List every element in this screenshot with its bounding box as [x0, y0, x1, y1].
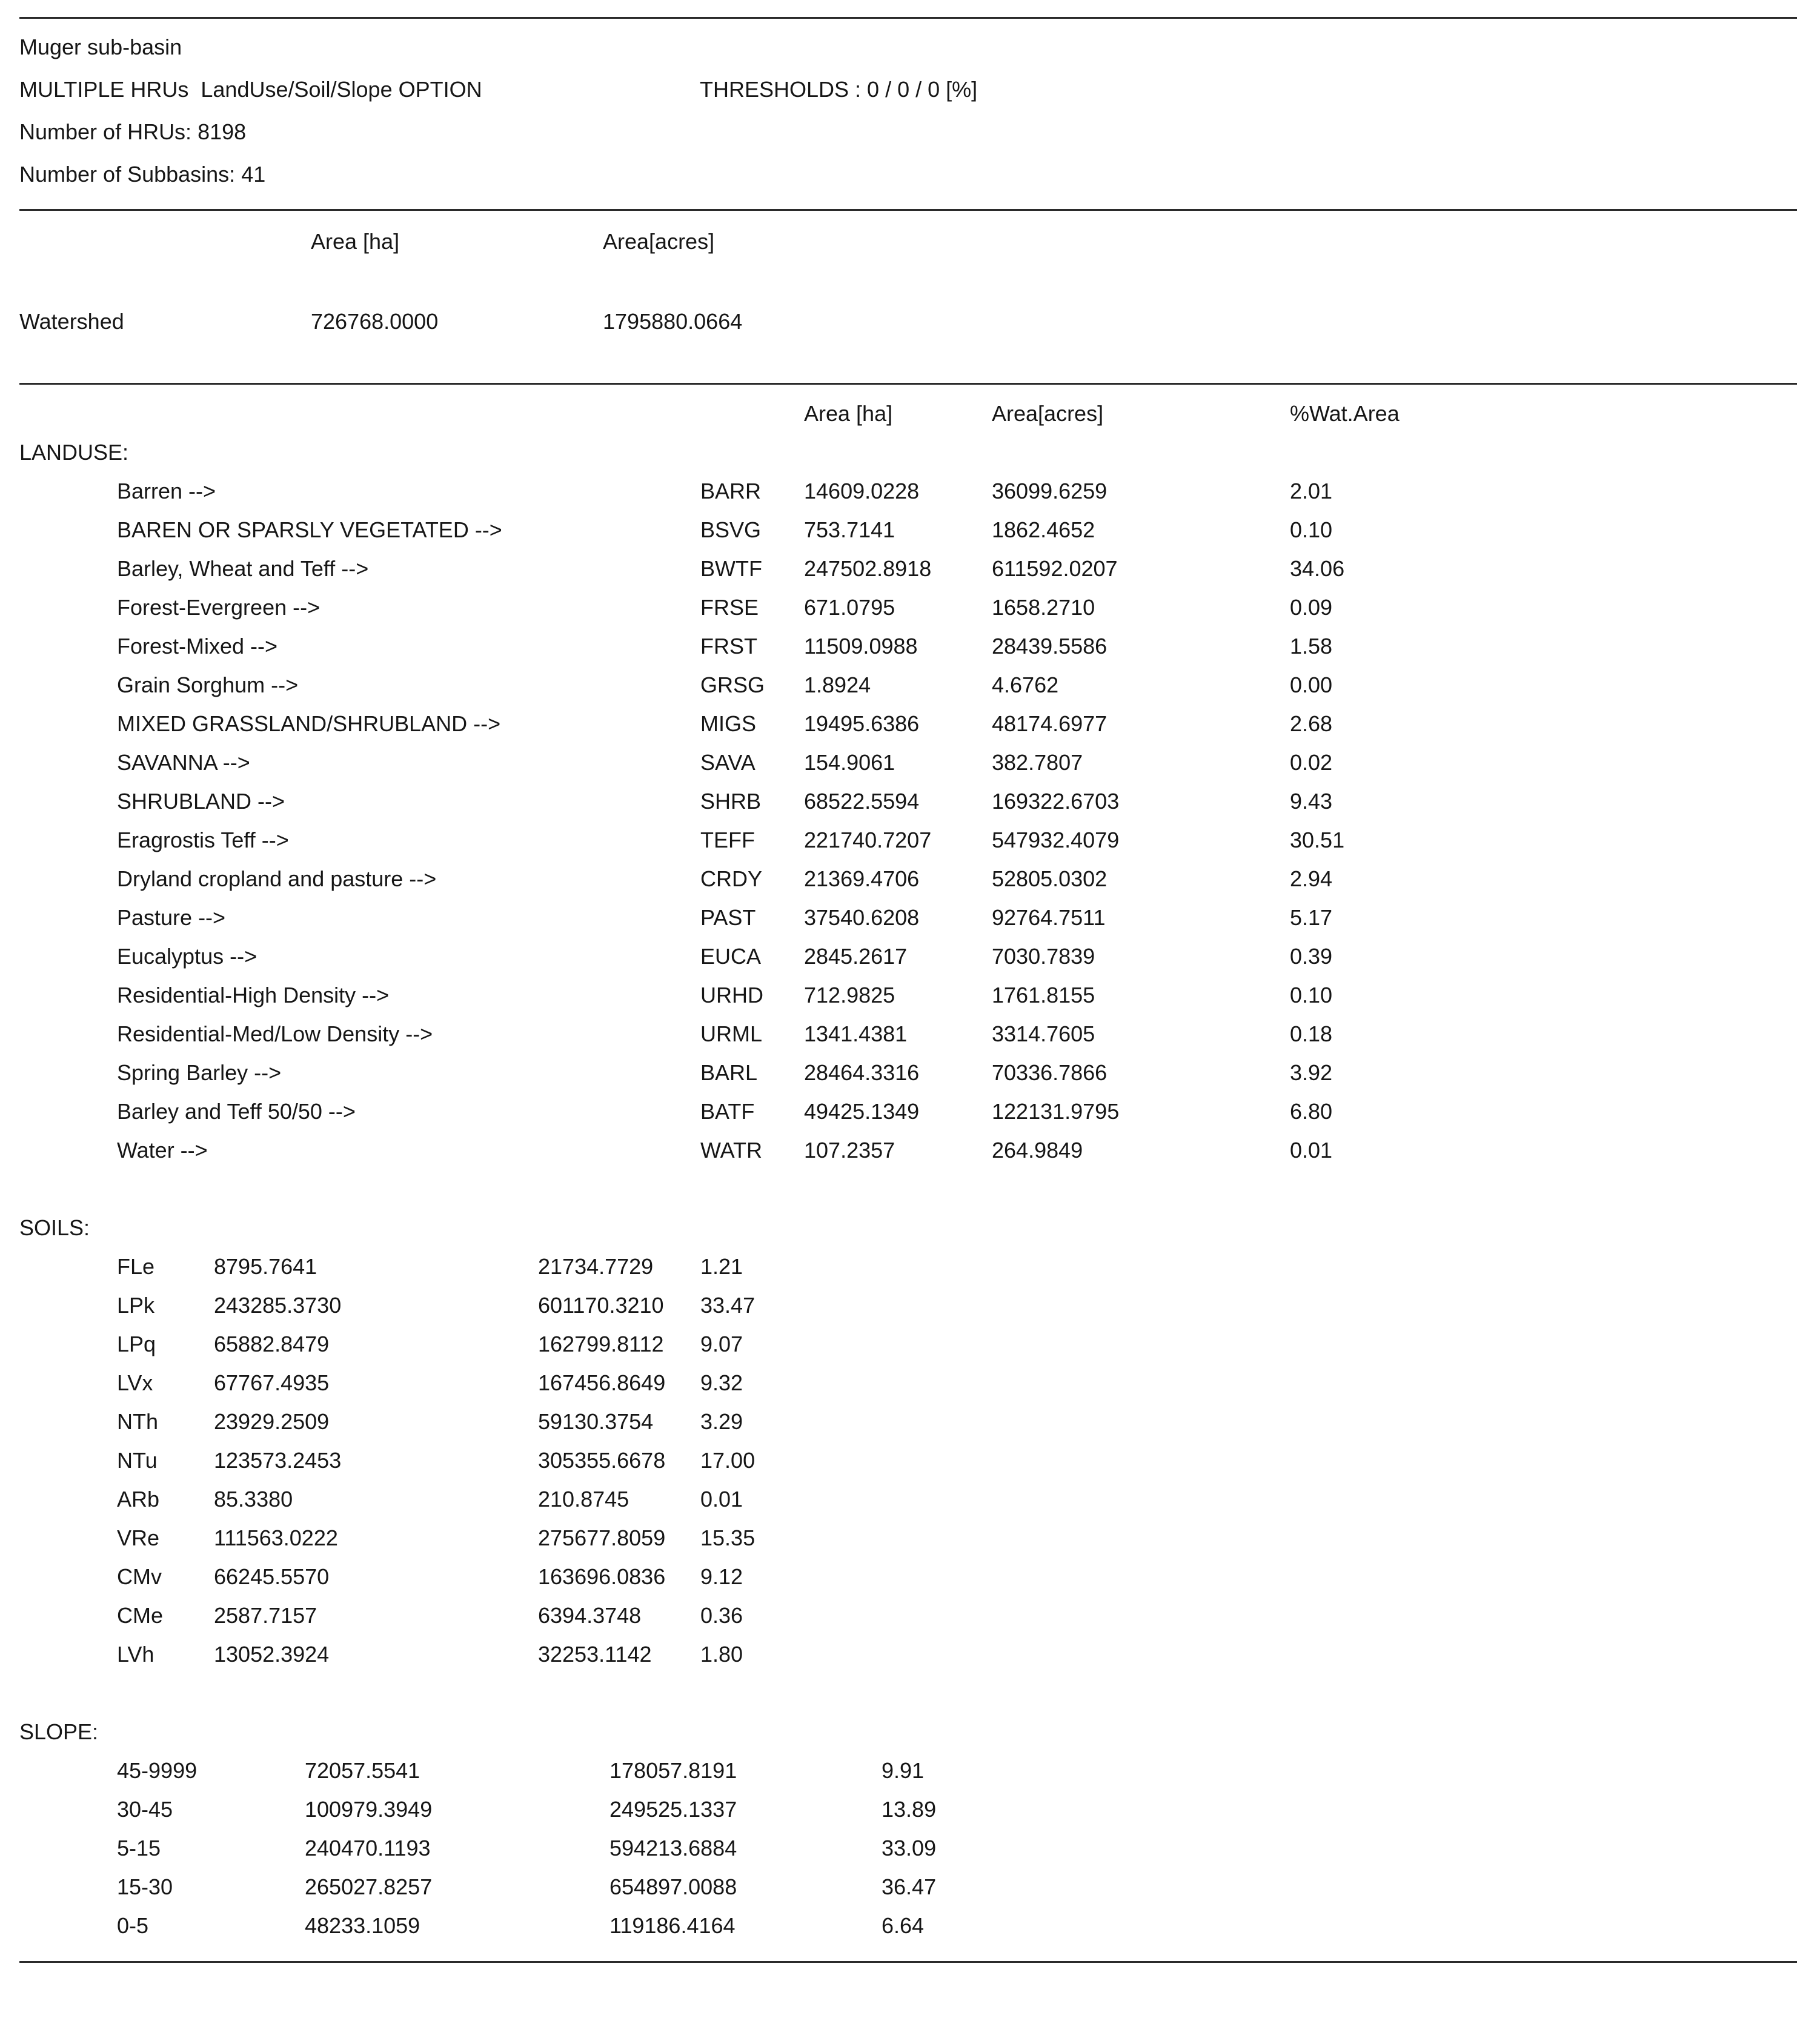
watershed-row: [19, 300, 1802, 343]
soil-row: [19, 1519, 1802, 1558]
landuse-pct-wat-area: 0.39: [1290, 944, 1333, 969]
slope-table: [19, 1751, 1802, 1945]
landuse-code: BARL: [700, 1060, 758, 1085]
soils-table: [19, 1247, 1802, 1674]
landuse-area-acres: 1658.2710: [992, 595, 1095, 620]
landuse-area-acres: 36099.6259: [992, 479, 1108, 503]
landuse-area-acres: 264.9849: [992, 1138, 1083, 1163]
landuse-row: [19, 976, 1802, 1015]
soil-pct-wat-area: 3.29: [700, 1409, 743, 1434]
landuse-code: CRDY: [700, 866, 763, 891]
soil-name: LPq: [117, 1332, 156, 1356]
slope-pct-wat-area: 36.47: [882, 1874, 937, 1899]
soil-area-ha: 67767.4935: [214, 1370, 330, 1395]
hru-option-label: MULTIPLE HRUs LandUse/Soil/Slope OPTION: [19, 77, 482, 102]
landuse-pct-wat-area: 0.09: [1290, 595, 1333, 620]
soil-area-acres: 167456.8649: [538, 1370, 666, 1395]
soil-name: NTu: [117, 1448, 158, 1473]
slope-area-acres: 249525.1337: [609, 1797, 737, 1822]
slope-row: [19, 1790, 1802, 1829]
separator-line-bottom: [19, 1961, 1797, 1963]
landuse-row: [19, 627, 1802, 666]
landuse-table: [19, 472, 1802, 1170]
landuse-name: Pasture -->: [117, 905, 226, 930]
landuse-area-ha: 1.8924: [804, 672, 871, 697]
landuse-name: Residential-High Density -->: [117, 983, 390, 1007]
landuse-code: MIGS: [700, 711, 757, 736]
landuse-area-acres: 52805.0302: [992, 866, 1108, 891]
soil-area-acres: 162799.8112: [538, 1332, 664, 1356]
soil-pct-wat-area: 33.47: [700, 1293, 756, 1318]
separator-line-top: [19, 17, 1797, 19]
landuse-pct-wat-area: 2.01: [1290, 479, 1333, 503]
soil-area-acres: 210.8745: [538, 1487, 629, 1512]
slope-band: 30-45: [117, 1797, 173, 1822]
landuse-area-ha: 154.9061: [804, 750, 895, 775]
landuse-area-ha: 221740.7207: [804, 828, 932, 852]
landuse-code: BSVG: [700, 517, 762, 542]
slope-area-acres: 119186.4164: [609, 1913, 736, 1938]
soils-section-title: SOILS:: [19, 1215, 90, 1240]
landuse-area-acres: 4.6762: [992, 672, 1059, 697]
soil-pct-wat-area: 15.35: [700, 1525, 756, 1550]
landuse-area-ha: 1341.4381: [804, 1021, 908, 1046]
basin-title: Muger sub-basin: [19, 35, 182, 59]
landuse-row: [19, 860, 1802, 898]
landuse-name: Forest-Mixed -->: [117, 634, 278, 659]
separator-line-watershed: [19, 209, 1797, 211]
thresholds-label: THRESHOLDS : 0 / 0 / 0 [%]: [700, 77, 978, 102]
landuse-area-ha: 2845.2617: [804, 944, 908, 969]
landuse-row: [19, 549, 1802, 588]
landuse-pct-wat-area: 9.43: [1290, 789, 1333, 814]
watershed-header-row: [19, 221, 1802, 263]
landuse-row: [19, 782, 1802, 821]
soil-area-acres: 305355.6678: [538, 1448, 666, 1473]
slope-area-acres: 594213.6884: [609, 1836, 737, 1860]
landuse-area-ha: 21369.4706: [804, 866, 920, 891]
landuse-code: GRSG: [700, 672, 765, 697]
landuse-pct-wat-area: 6.80: [1290, 1099, 1333, 1124]
distribution-col-pct-wat-area: %Wat.Area: [1290, 401, 1400, 426]
landuse-area-acres: 28439.5586: [992, 634, 1108, 659]
soil-name: LVx: [117, 1370, 153, 1395]
landuse-area-ha: 14609.0228: [804, 479, 920, 503]
landuse-section-title: LANDUSE:: [19, 440, 129, 465]
landuse-name: SAVANNA -->: [117, 750, 250, 775]
soil-pct-wat-area: 9.07: [700, 1332, 743, 1356]
slope-area-ha: 240470.1193: [305, 1836, 431, 1860]
landuse-name: Barley and Teff 50/50 -->: [117, 1099, 356, 1124]
landuse-code: SHRB: [700, 789, 762, 814]
landuse-code: PAST: [700, 905, 756, 930]
soil-name: NTh: [117, 1409, 159, 1434]
landuse-pct-wat-area: 30.51: [1290, 828, 1345, 852]
slope-band: 45-9999: [117, 1758, 198, 1783]
landuse-area-acres: 3314.7605: [992, 1021, 1095, 1046]
distribution-col-area-acres: Area[acres]: [992, 401, 1104, 426]
soil-area-ha: 111563.0222: [214, 1525, 338, 1550]
soil-area-ha: 65882.8479: [214, 1332, 330, 1356]
soil-area-ha: 8795.7641: [214, 1254, 317, 1279]
slope-pct-wat-area: 33.09: [882, 1836, 937, 1860]
slope-area-acres: 654897.0088: [609, 1874, 737, 1899]
landuse-area-acres: 70336.7866: [992, 1060, 1108, 1085]
soil-area-ha: 13052.3924: [214, 1642, 330, 1667]
landuse-area-ha: 11509.0988: [804, 634, 918, 659]
slope-row: [19, 1751, 1802, 1790]
slope-band: 0-5: [117, 1913, 149, 1938]
landuse-row: [19, 666, 1802, 705]
slope-pct-wat-area: 9.91: [882, 1758, 925, 1783]
landuse-name: Forest-Evergreen -->: [117, 595, 320, 620]
distribution-col-area-ha: Area [ha]: [804, 401, 893, 426]
landuse-pct-wat-area: 0.01: [1290, 1138, 1333, 1163]
landuse-pct-wat-area: 0.10: [1290, 983, 1333, 1007]
distribution-header-spacer: [117, 394, 700, 433]
landuse-area-ha: 68522.5594: [804, 789, 920, 814]
landuse-row: [19, 937, 1802, 976]
soil-area-ha: 243285.3730: [214, 1293, 342, 1318]
landuse-area-acres: 92764.7511: [992, 905, 1106, 930]
soil-area-ha: 85.3380: [214, 1487, 293, 1512]
landuse-code: URML: [700, 1021, 763, 1046]
soil-name: LPk: [117, 1293, 155, 1318]
hru-count: Number of HRUs: 8198: [19, 119, 247, 144]
watershed-label: Watershed: [19, 309, 124, 334]
separator-line-distribution: [19, 383, 1797, 385]
landuse-area-ha: 49425.1349: [804, 1099, 920, 1124]
slope-area-ha: 48233.1059: [305, 1913, 420, 1938]
slope-area-ha: 100979.3949: [305, 1797, 433, 1822]
blank-line: [19, 1170, 1802, 1209]
landuse-area-ha: 19495.6386: [804, 711, 920, 736]
landuse-row: [19, 821, 1802, 860]
landuse-pct-wat-area: 3.92: [1290, 1060, 1333, 1085]
landuse-pct-wat-area: 0.18: [1290, 1021, 1333, 1046]
slope-pct-wat-area: 6.64: [882, 1913, 925, 1938]
landuse-name: Dryland cropland and pasture -->: [117, 866, 437, 891]
landuse-name: Residential-Med/Low Density -->: [117, 1021, 433, 1046]
soil-row: [19, 1558, 1802, 1596]
soil-pct-wat-area: 1.21: [700, 1254, 743, 1279]
soil-row: [19, 1635, 1802, 1674]
watershed-area-acres: 1795880.0664: [603, 309, 743, 334]
slope-row: [19, 1907, 1802, 1945]
blank-line: [19, 1674, 1802, 1713]
landuse-row: [19, 472, 1802, 511]
subbasin-count: Number of Subbasins: 41: [19, 162, 266, 187]
landuse-name: SHRUBLAND -->: [117, 789, 285, 814]
slope-section-title: SLOPE:: [19, 1719, 99, 1744]
slope-pct-wat-area: 13.89: [882, 1797, 937, 1822]
landuse-area-acres: 611592.0207: [992, 556, 1118, 581]
landuse-area-ha: 37540.6208: [804, 905, 920, 930]
soil-name: VRe: [117, 1525, 160, 1550]
soil-pct-wat-area: 9.12: [700, 1564, 743, 1589]
landuse-area-acres: 382.7807: [992, 750, 1083, 775]
landuse-code: BATF: [700, 1099, 755, 1124]
landuse-pct-wat-area: 0.02: [1290, 750, 1333, 775]
landuse-code: FRST: [700, 634, 757, 659]
landuse-code: FRSE: [700, 595, 759, 620]
landuse-name: MIXED GRASSLAND/SHRUBLAND -->: [117, 711, 501, 736]
landuse-area-acres: 547932.4079: [992, 828, 1120, 852]
option-row: [19, 68, 1802, 111]
landuse-name: Barley, Wheat and Teff -->: [117, 556, 369, 581]
landuse-name: Eucalyptus -->: [117, 944, 257, 969]
landuse-pct-wat-area: 34.06: [1290, 556, 1345, 581]
landuse-row: [19, 743, 1802, 782]
soil-name: ARb: [117, 1487, 160, 1512]
slope-band: 15-30: [117, 1874, 173, 1899]
landuse-pct-wat-area: 2.68: [1290, 711, 1333, 736]
soil-pct-wat-area: 9.32: [700, 1370, 743, 1395]
landuse-code: URHD: [700, 983, 763, 1007]
soil-name: LVh: [117, 1642, 154, 1667]
landuse-name: Barren -->: [117, 479, 216, 503]
slope-area-ha: 265027.8257: [305, 1874, 433, 1899]
soil-name: CMv: [117, 1564, 162, 1589]
landuse-pct-wat-area: 2.94: [1290, 866, 1333, 891]
soil-pct-wat-area: 17.00: [700, 1448, 756, 1473]
landuse-row: [19, 1092, 1802, 1131]
landuse-code: WATR: [700, 1138, 762, 1163]
slope-area-ha: 72057.5541: [305, 1758, 420, 1783]
report-header: [19, 26, 1802, 196]
landuse-code: BWTF: [700, 556, 762, 581]
soil-area-acres: 6394.3748: [538, 1603, 642, 1628]
soil-row: [19, 1402, 1802, 1441]
distribution-header-row: [19, 394, 1802, 433]
soil-pct-wat-area: 1.80: [700, 1642, 743, 1667]
soil-row: [19, 1247, 1802, 1286]
landuse-area-ha: 28464.3316: [804, 1060, 920, 1085]
soil-name: CMe: [117, 1603, 164, 1628]
landuse-area-acres: 1862.4652: [992, 517, 1095, 542]
landuse-row: [19, 1015, 1802, 1054]
landuse-pct-wat-area: 5.17: [1290, 905, 1333, 930]
soil-area-ha: 23929.2509: [214, 1409, 330, 1434]
watershed-col-area-acres: Area[acres]: [603, 229, 715, 254]
soil-pct-wat-area: 0.01: [700, 1487, 743, 1512]
landuse-name: Water -->: [117, 1138, 208, 1163]
landuse-area-ha: 247502.8918: [804, 556, 932, 581]
landuse-area-ha: 107.2357: [804, 1138, 895, 1163]
watershed-area-ha: 726768.0000: [311, 309, 439, 334]
soil-area-ha: 66245.5570: [214, 1564, 330, 1589]
watershed-col-area-ha: Area [ha]: [311, 229, 400, 254]
watershed-header-spacer: [19, 221, 311, 263]
soil-area-acres: 275677.8059: [538, 1525, 666, 1550]
landuse-row: [19, 705, 1802, 743]
landuse-row: [19, 898, 1802, 937]
landuse-area-acres: 122131.9795: [992, 1099, 1120, 1124]
landuse-area-acres: 1761.8155: [992, 983, 1095, 1007]
landuse-row: [19, 511, 1802, 549]
landuse-row: [19, 588, 1802, 627]
soil-name: FLe: [117, 1254, 155, 1279]
slope-row: [19, 1829, 1802, 1868]
landuse-pct-wat-area: 0.10: [1290, 517, 1333, 542]
landuse-pct-wat-area: 1.58: [1290, 634, 1333, 659]
soil-area-ha: 123573.2453: [214, 1448, 342, 1473]
soil-area-acres: 21734.7729: [538, 1254, 654, 1279]
soil-area-acres: 32253.1142: [538, 1642, 652, 1667]
slope-area-acres: 178057.8191: [609, 1758, 737, 1783]
landuse-area-ha: 753.7141: [804, 517, 895, 542]
landuse-area-acres: 48174.6977: [992, 711, 1108, 736]
landuse-area-acres: 169322.6703: [992, 789, 1120, 814]
soil-area-acres: 601170.3210: [538, 1293, 664, 1318]
soil-area-ha: 2587.7157: [214, 1603, 317, 1628]
landuse-name: Grain Sorghum -->: [117, 672, 299, 697]
landuse-name: Eragrostis Teff -->: [117, 828, 289, 852]
landuse-name: BAREN OR SPARSLY VEGETATED -->: [117, 517, 502, 542]
landuse-code: EUCA: [700, 944, 762, 969]
landuse-area-acres: 7030.7839: [992, 944, 1095, 969]
soil-pct-wat-area: 0.36: [700, 1603, 743, 1628]
landuse-pct-wat-area: 0.00: [1290, 672, 1333, 697]
landuse-code: BARR: [700, 479, 762, 503]
soil-row: [19, 1325, 1802, 1364]
slope-band: 5-15: [117, 1836, 161, 1860]
landuse-code: TEFF: [700, 828, 755, 852]
slope-row: [19, 1868, 1802, 1907]
landuse-row: [19, 1131, 1802, 1170]
landuse-name: Spring Barley -->: [117, 1060, 282, 1085]
soil-row: [19, 1441, 1802, 1480]
soil-area-acres: 163696.0836: [538, 1564, 666, 1589]
soil-row: [19, 1364, 1802, 1402]
landuse-row: [19, 1054, 1802, 1092]
landuse-code: SAVA: [700, 750, 756, 775]
landuse-area-ha: 712.9825: [804, 983, 895, 1007]
landuse-area-ha: 671.0795: [804, 595, 895, 620]
soil-row: [19, 1286, 1802, 1325]
soil-area-acres: 59130.3754: [538, 1409, 654, 1434]
distribution-header-spacer2: [700, 394, 804, 433]
soil-row: [19, 1596, 1802, 1635]
soil-row: [19, 1480, 1802, 1519]
